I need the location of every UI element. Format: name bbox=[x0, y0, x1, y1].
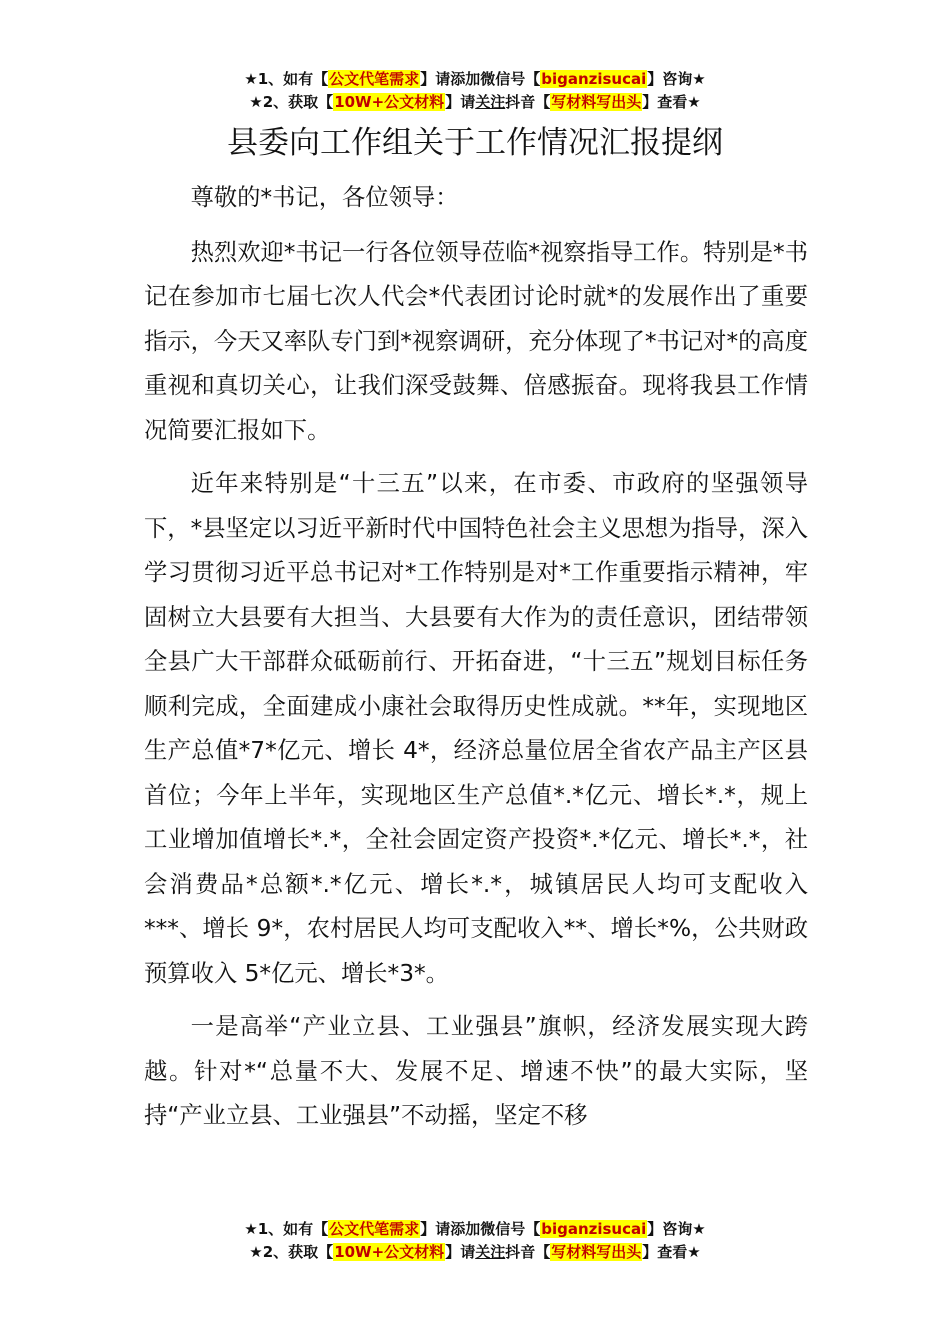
banner-line2-prefix: ★2、获取【 bbox=[249, 93, 334, 111]
paragraph-welcome: 热烈欢迎*书记一行各位领导莅临*视察指导工作。特别是*书记在参加市七届七次人代会*代表团讨论时就*的发展作出了重要指示，今天又率队专门到*视察调研，充分体现了*书记对*的高度重视和真切关心，让我们深受鼓舞、倍感振奋。现将我县工作情况简要汇报如下。 bbox=[144, 238, 808, 444]
footer-line1-highlight-wechat: biganzisucai bbox=[541, 1220, 647, 1238]
footer-line-1 bbox=[0, 1218, 950, 1241]
header-banner bbox=[0, 68, 950, 114]
footer-line1-suffix: 】咨询★ bbox=[647, 1220, 706, 1238]
footer-line2-mid2: 抖音【 bbox=[505, 1243, 551, 1261]
document-body bbox=[144, 176, 808, 1148]
banner-line2-mid: 】请 bbox=[445, 93, 476, 111]
footer-banner bbox=[0, 1218, 950, 1264]
banner-line2-mid2: 抖音【 bbox=[505, 93, 551, 111]
footer-line2-suffix: 】查看★ bbox=[642, 1243, 701, 1261]
paragraph-overview: 近年来特别是“十三五”以来，在市委、市政府的坚强领导下，*县坚定以习近平新时代中国特色社会主义思想为指导，深入学习贯彻习近平总书记对*工作特别是对*工作重要指示精神，牢固树立大县要有大担当、大县要有大作为的责任意识，团结带领全县广大干部群众砥砺前行、开拓奋进，“十三五”规划目标任务顺利完成，全面建成小康社会取得历史性成就。**年，实现地区生产总值*7*亿元、增长 4*，经济总量位居全省农产品主产区县首位；今年上半年，实现地区生产总值*.*亿元、增长*.*，规上工业增加值增长*.*，全社会固定资产投资*.*亿元、增长*.*，社会消费品*总额*.*亿元、增长*.*，城镇居民人均可支配收入***、增长 9*，农村居民人均可支配收入**、增长*%，公共财政预算收入 5*亿元、增长*3*。 bbox=[144, 470, 808, 987]
footer-line2-underline: 关注 bbox=[475, 1243, 506, 1261]
banner-line2-suffix: 】查看★ bbox=[642, 93, 701, 111]
banner-line2-highlight-douyin: 写材料写出头 bbox=[551, 93, 642, 111]
greeting: 尊敬的*书记，各位领导： bbox=[190, 184, 459, 211]
footer-line1-prefix: ★1、如有【 bbox=[244, 1220, 329, 1238]
footer-line2-mid: 】请 bbox=[445, 1243, 476, 1261]
banner-line-2 bbox=[0, 91, 950, 114]
banner-line1-highlight-service: 公文代笔需求 bbox=[329, 70, 420, 88]
footer-line1-mid: 】请添加微信号【 bbox=[420, 1220, 541, 1238]
banner-line1-suffix: 】咨询★ bbox=[647, 70, 706, 88]
banner-line2-highlight-materials: 10W+公文材料 bbox=[334, 93, 445, 111]
banner-line1-highlight-wechat: biganzisucai bbox=[541, 70, 647, 88]
banner-line1-prefix: ★1、如有【 bbox=[244, 70, 329, 88]
footer-line2-highlight-materials: 10W+公文材料 bbox=[334, 1243, 445, 1261]
document-title: 县委向工作组关于工作情况汇报提纲 bbox=[227, 125, 723, 161]
footer-line1-highlight-service: 公文代笔需求 bbox=[329, 1220, 420, 1238]
banner-line2-underline: 关注 bbox=[475, 93, 506, 111]
banner-line1-mid: 】请添加微信号【 bbox=[420, 70, 541, 88]
banner-line-1 bbox=[0, 68, 950, 91]
paragraph-industry: 一是高举“产业立县、工业强县”旗帜，经济发展实现大跨越。针对*“总量不大、发展不足、增速不快”的最大实际，坚持“产业立县、工业强县”不动摇，坚定不移 bbox=[144, 1013, 808, 1129]
footer-line-2 bbox=[0, 1241, 950, 1264]
footer-line2-highlight-douyin: 写材料写出头 bbox=[551, 1243, 642, 1261]
footer-line2-prefix: ★2、获取【 bbox=[249, 1243, 334, 1261]
